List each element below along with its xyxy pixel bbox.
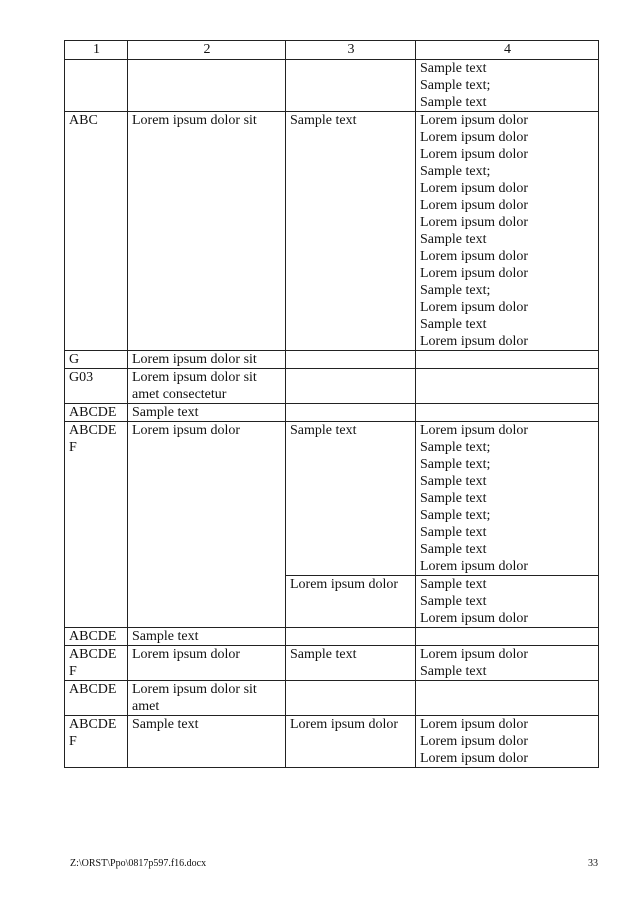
group-name-cell: Lorem ipsum dolor [128,422,286,628]
group-name-cell: Sample text [128,716,286,768]
atc-code-cell: G03 [65,369,128,404]
substance-cell [286,369,416,404]
dosage-forms-cell [416,422,599,576]
group-name-cell: Lorem ipsum dolor sit [128,112,286,351]
column-header-3: 3 [286,41,416,60]
table-row [65,628,599,646]
dosage-form-line: Lorem ipsum dolor [420,300,529,315]
table-row [65,112,599,351]
dosage-form-line: Lorem ipsum dolor [420,334,529,349]
group-name-cell: Lorem ipsum dolor sit amet consectetur [128,369,286,404]
substance-cell [286,60,416,112]
table-row [65,351,599,369]
dosage-form-line: Lorem ipsum dolor [420,147,529,162]
atc-code-cell: ABCDEF [65,422,128,628]
atc-code-cell: ABCDE [65,681,128,716]
dosage-form-line: Sample text [420,61,487,76]
substance-cell: Sample text [286,112,416,351]
dosage-form-line: Sample text [420,664,487,679]
dosage-forms-cell [416,351,599,369]
dosage-form-line: Sample text [420,542,487,557]
dosage-form-line: Sample text [420,317,487,332]
dosage-form-line: Lorem ipsum dolor [420,751,529,766]
atc-code-cell: ABCDE [65,628,128,646]
dosage-form-line: Sample text [420,232,487,247]
dosage-forms-cell [416,716,599,768]
substance-cell: Sample text [286,422,416,576]
dosage-form-line: Lorem ipsum dolor [420,130,529,145]
dosage-form-line: Sample text; [420,440,491,455]
table-row [65,369,599,404]
dosage-forms-cell [416,404,599,422]
file-path: Z:\ORST\Ppo\0817p597.f16.docx [70,858,207,869]
dosage-form-line: Sample text; [420,78,491,93]
dosage-form-line: Sample text; [420,457,491,472]
substance-cell [286,628,416,646]
dosage-form-line: Lorem ipsum dolor [420,423,529,438]
column-header-2: 2 [128,41,286,60]
table-row [65,404,599,422]
group-name-cell: Sample text [128,404,286,422]
atc-code-cell: G [65,351,128,369]
column-header-1: 1 [65,41,128,60]
dosage-form-line: Lorem ipsum dolor [420,559,529,574]
dosage-forms-cell [416,112,599,351]
group-name-cell: Lorem ipsum dolor [128,646,286,681]
table-row [65,716,599,768]
substance-cell [286,404,416,422]
table-row [65,60,599,112]
dosage-form-line: Lorem ipsum dolor [420,215,529,230]
dosage-form-line: Lorem ipsum dolor [420,249,529,264]
table-body [65,60,599,768]
dosage-form-line: Lorem ipsum dolor [420,647,529,662]
dosage-form-line: Sample text; [420,164,491,179]
substance-cell: Lorem ipsum dolor [286,716,416,768]
header-row [65,41,599,60]
dosage-forms-cell [416,60,599,112]
dosage-forms-cell [416,369,599,404]
dosage-form-line: Sample text [420,577,487,592]
substance-cell [286,681,416,716]
dosage-forms-cell [416,681,599,716]
dosage-form-line: Lorem ipsum dolor [420,198,529,213]
dosage-forms-cell [416,628,599,646]
table-row [65,681,599,716]
atc-code-cell: ABCDE [65,404,128,422]
table-row [65,646,599,681]
group-name-cell: Lorem ipsum dolor sit amet [128,681,286,716]
dosage-forms-cell [416,576,599,628]
dosage-form-line: Sample text; [420,508,491,523]
substance-cell [286,351,416,369]
group-name-cell: Sample text [128,628,286,646]
page-number: 33 [588,858,598,869]
page-footer [70,858,598,869]
dosage-form-line: Sample text [420,474,487,489]
group-name-cell: Lorem ipsum dolor sit [128,351,286,369]
atc-code-cell: ABC [65,112,128,351]
table-row [65,422,599,576]
dosage-form-line: Lorem ipsum dolor [420,734,529,749]
group-name-cell [128,60,286,112]
dosage-form-line: Sample text; [420,283,491,298]
substance-cell: Sample text [286,646,416,681]
dosage-forms-cell [416,646,599,681]
dosage-form-line: Lorem ipsum dolor [420,611,529,626]
dosage-form-line: Sample text [420,491,487,506]
drug-classification-table [64,40,599,768]
column-header-4: 4 [416,41,599,60]
dosage-form-line: Sample text [420,95,487,110]
dosage-form-line: Lorem ipsum dolor [420,266,529,281]
dosage-form-line: Lorem ipsum dolor [420,113,529,128]
substance-cell: Lorem ipsum dolor [286,576,416,628]
dosage-form-line: Lorem ipsum dolor [420,181,529,196]
dosage-form-line: Sample text [420,525,487,540]
atc-code-cell: ABCDEF [65,716,128,768]
dosage-form-line: Sample text [420,594,487,609]
dosage-form-line: Lorem ipsum dolor [420,717,529,732]
atc-code-cell: ABCDEF [65,646,128,681]
atc-code-cell [65,60,128,112]
